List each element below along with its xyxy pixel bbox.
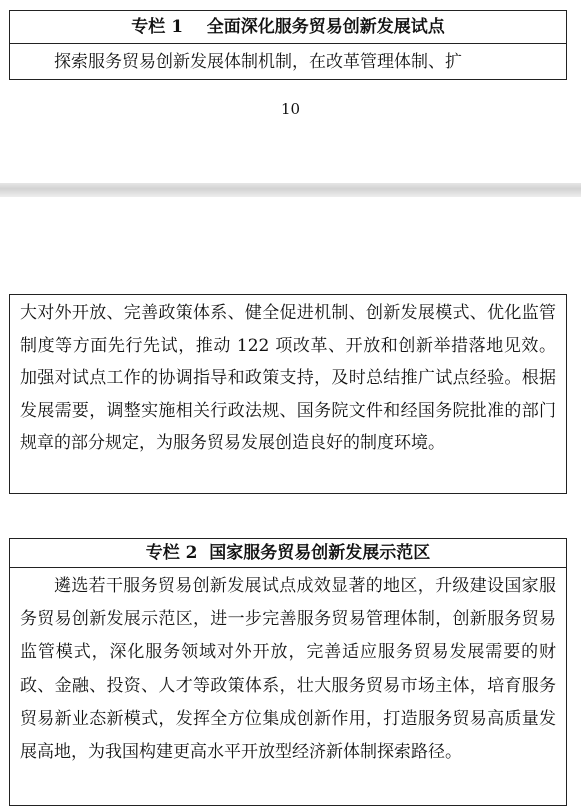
column-box-2 xyxy=(9,538,567,806)
column-box-1-continued-body: 大对外开放、完善政策体系、健全促进机制、创新发展模式、优化监管制度等方面先行先试，推动 122 项改革、开放和创新举措落地见效。加强对试点工作的协调指导和政策支持，及时总结推广试点经验。根据发展需要，调整实施相关行政法规、国务院文件和经国务院批准的部门规章的部分规定，为服务贸易发展创造良好的制度环境。 xyxy=(20,303,556,454)
page-number: 10 xyxy=(280,100,301,118)
column-box-2-body: 遴选若干服务贸易创新发展试点成效显著的地区，升级建设国家服务贸易创新发展示范区，进一步完善服务贸易管理体制，创新服务贸易监管模式，深化服务领域对外开放，完善适应服务贸易发展需要的财政、金融、投资、人才等政策体系，壮大服务贸易市场主体，培育服务贸易新业态新模式，发挥全方位集成创新作用，打造服务贸易高质量发展高地，为我国构建更高水平开放型经济新体制探索路径。 xyxy=(20,576,556,763)
column-box-1-continued xyxy=(9,294,567,494)
page-separator xyxy=(0,183,581,197)
column-box-1-title: 专栏 1 全面深化服务贸易创新发展试点 xyxy=(10,11,566,44)
column-box-1 xyxy=(9,10,567,80)
column-box-1-body: 探索服务贸易创新发展体制机制，在改革管理体制、扩 xyxy=(54,52,462,72)
column-box-2-title: 专栏 2 国家服务贸易创新发展示范区 xyxy=(10,539,566,568)
